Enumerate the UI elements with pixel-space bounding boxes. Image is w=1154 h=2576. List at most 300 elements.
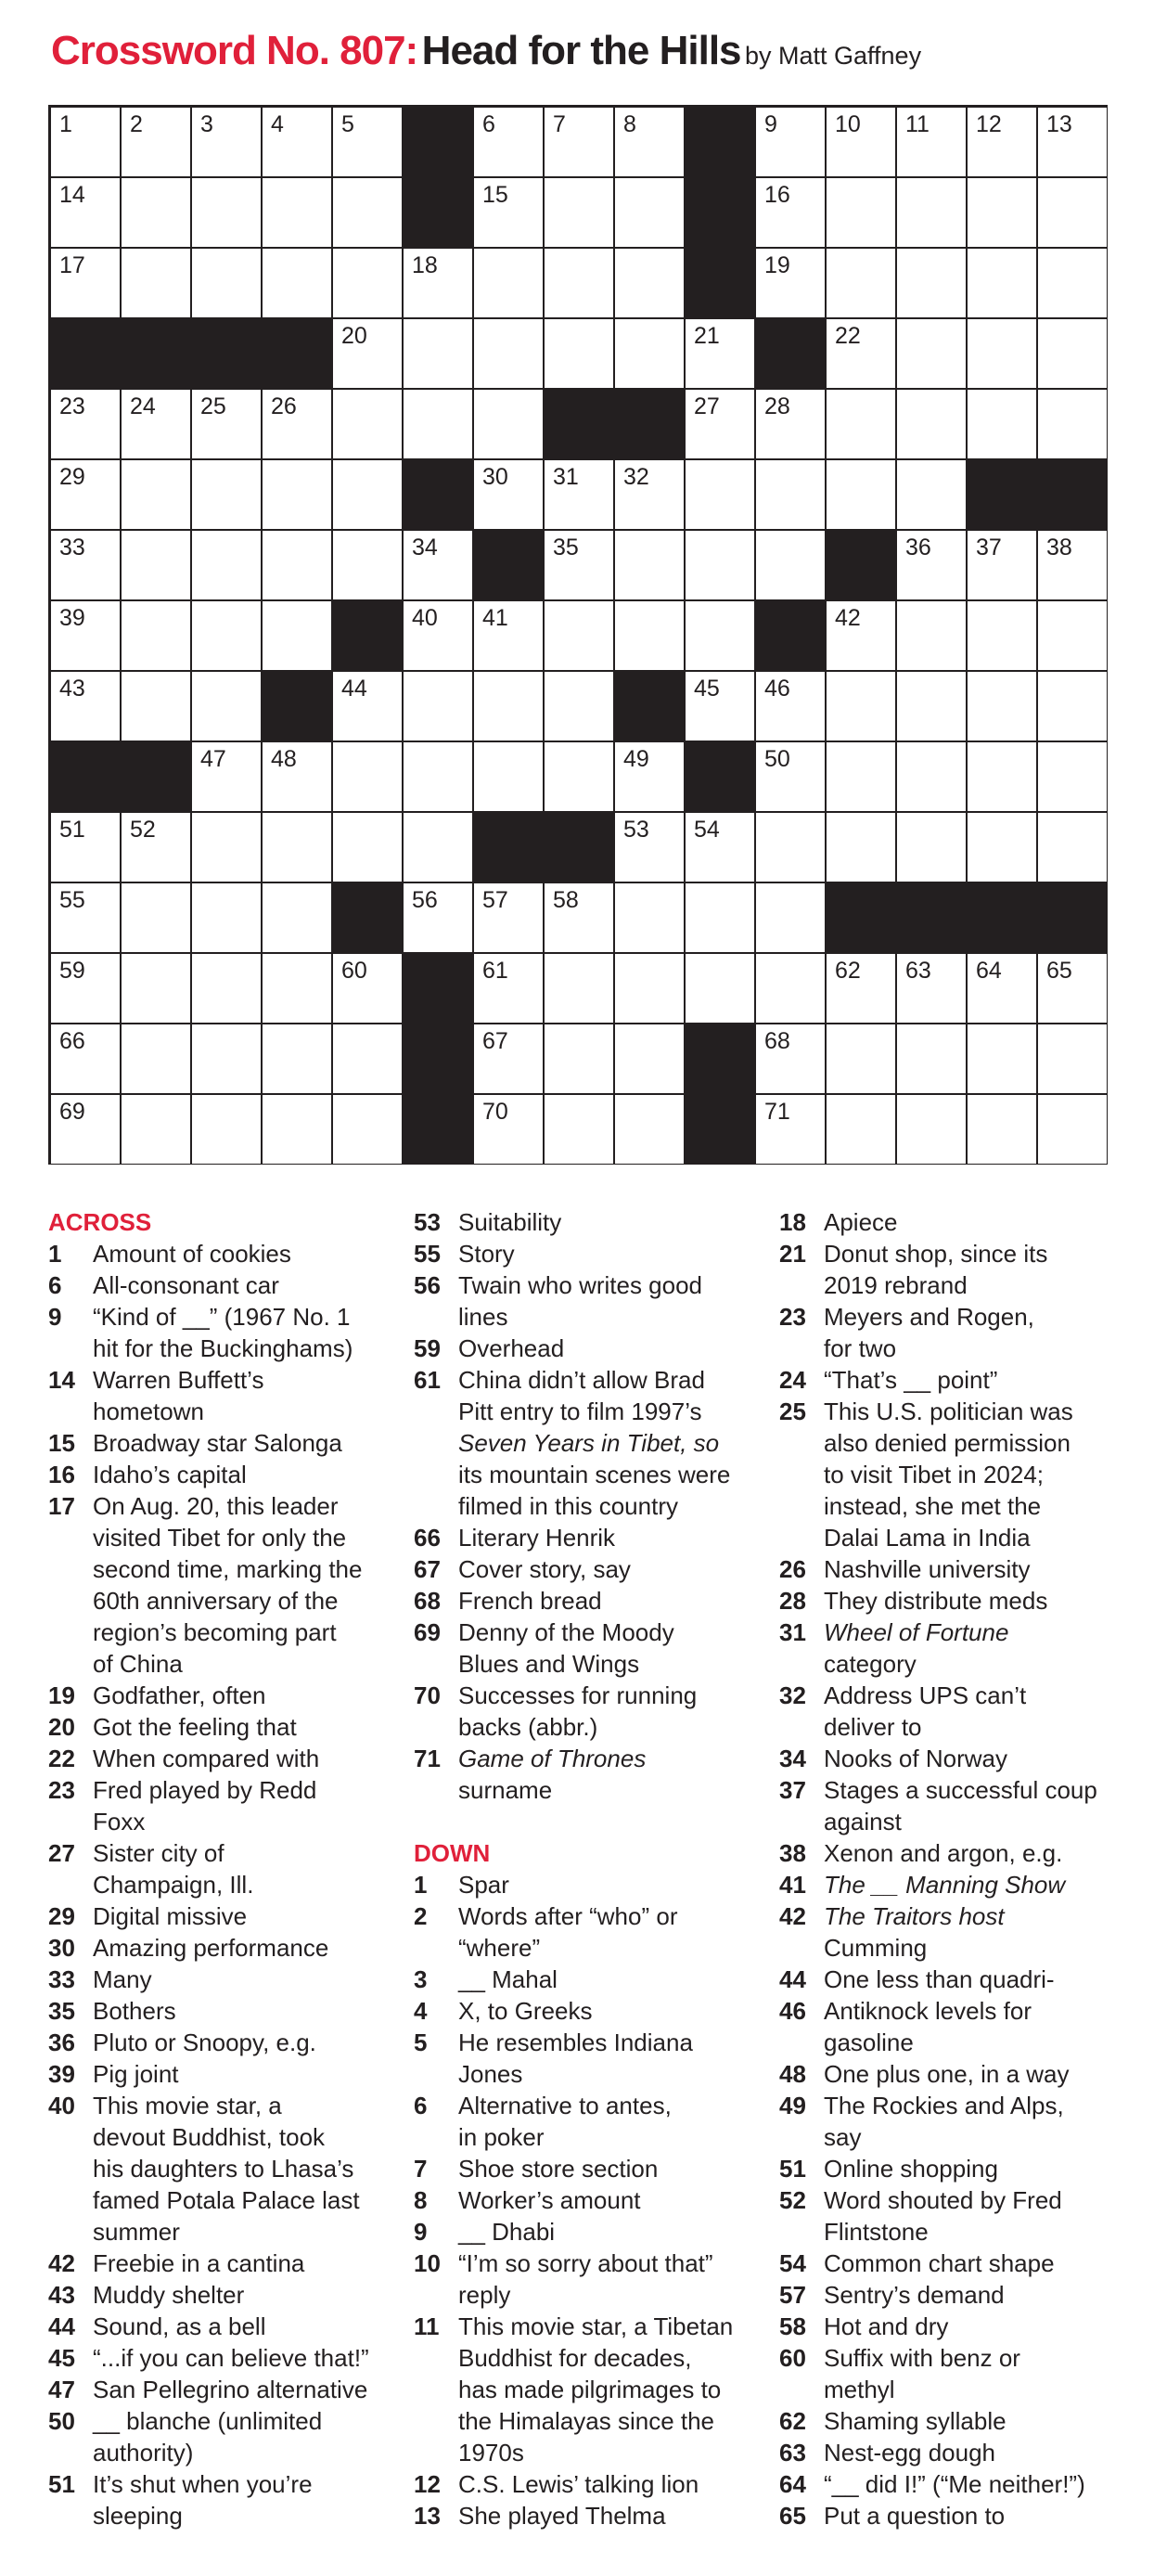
grid-square[interactable] xyxy=(968,249,1036,317)
grid-square[interactable] xyxy=(333,390,402,458)
grid-square[interactable] xyxy=(756,1095,825,1164)
clue-continuation xyxy=(779,2216,1122,2248)
clue-item xyxy=(779,2468,1122,2500)
clue-number xyxy=(414,2279,458,2311)
grid-square[interactable] xyxy=(968,1095,1036,1164)
clue-text: reply xyxy=(458,2281,511,2309)
grid-square[interactable] xyxy=(615,460,684,529)
grid-square[interactable] xyxy=(192,883,261,952)
grid-square[interactable] xyxy=(545,1095,613,1164)
grid-square[interactable] xyxy=(263,1024,331,1093)
grid-square[interactable] xyxy=(263,460,331,529)
grid-square[interactable] xyxy=(686,813,754,882)
clue-text: Suffix with benz or xyxy=(824,2344,1020,2372)
clue-continuation xyxy=(779,1648,1122,1680)
clue-number: 55 xyxy=(414,1240,441,1268)
grid-square[interactable] xyxy=(827,601,895,670)
grid-square[interactable] xyxy=(545,672,613,741)
square-number: 37 xyxy=(976,535,1002,560)
grid-square[interactable] xyxy=(1038,672,1107,741)
clue-item xyxy=(779,1206,1122,1238)
grid-square[interactable] xyxy=(122,813,190,882)
grid-square[interactable] xyxy=(474,108,543,176)
grid-square[interactable] xyxy=(615,1024,684,1093)
grid-square[interactable] xyxy=(51,1024,120,1093)
grid-square[interactable] xyxy=(968,178,1036,247)
clue-item xyxy=(779,2184,1122,2216)
square-number: 58 xyxy=(553,887,579,913)
grid-square[interactable] xyxy=(192,601,261,670)
clue-item xyxy=(414,2027,748,2058)
grid-square[interactable] xyxy=(51,601,120,670)
clue-text: Warren Buffett’s xyxy=(93,1366,264,1394)
clue-text: 60th anniversary of the xyxy=(93,1587,339,1615)
grid-square[interactable] xyxy=(686,531,754,599)
grid-square[interactable] xyxy=(474,954,543,1023)
grid-square[interactable] xyxy=(1038,531,1107,599)
clue-item xyxy=(48,1774,391,1806)
clue-item xyxy=(779,1869,1122,1900)
clue-continuation xyxy=(779,2027,1122,2058)
grid-square[interactable] xyxy=(122,883,190,952)
grid-square[interactable] xyxy=(968,742,1036,811)
grid-square[interactable] xyxy=(192,1095,261,1164)
grid-square[interactable] xyxy=(122,601,190,670)
clue-number: 43 xyxy=(48,2281,75,2309)
clue-continuation xyxy=(779,1269,1122,1301)
grid-square[interactable] xyxy=(615,1095,684,1164)
clue-text: He resembles Indiana xyxy=(458,2029,693,2056)
grid-square[interactable] xyxy=(897,249,966,317)
grid-square[interactable] xyxy=(686,319,754,388)
grid-square[interactable] xyxy=(968,108,1036,176)
clue-text: against xyxy=(824,1808,902,1835)
grid-square[interactable] xyxy=(545,742,613,811)
grid-square[interactable] xyxy=(263,1095,331,1164)
grid-square[interactable] xyxy=(686,883,754,952)
grid-square[interactable] xyxy=(545,883,613,952)
grid-square[interactable] xyxy=(827,1024,895,1093)
grid-square[interactable] xyxy=(897,742,966,811)
clue-text: region’s becoming part xyxy=(93,1618,337,1646)
clue-number: 2 xyxy=(414,1902,428,1930)
square-number: 64 xyxy=(976,958,1002,984)
grid-square[interactable] xyxy=(545,1024,613,1093)
grid-square[interactable] xyxy=(263,742,331,811)
grid-square[interactable] xyxy=(404,672,472,741)
grid-square[interactable] xyxy=(827,954,895,1023)
grid-square[interactable] xyxy=(474,883,543,952)
grid-square[interactable] xyxy=(51,178,120,247)
grid-square[interactable] xyxy=(827,178,895,247)
clue-item xyxy=(48,2058,391,2090)
clue-number xyxy=(48,2184,93,2216)
grid-square[interactable] xyxy=(404,742,472,811)
grid-square[interactable] xyxy=(1038,178,1107,247)
grid-square[interactable] xyxy=(897,1024,966,1093)
grid-square[interactable] xyxy=(51,813,120,882)
grid-square[interactable] xyxy=(756,249,825,317)
grid-square[interactable] xyxy=(756,813,825,882)
clue-text: The Rockies and Alps, xyxy=(824,2092,1064,2119)
grid-square[interactable] xyxy=(686,672,754,741)
grid-square[interactable] xyxy=(827,390,895,458)
grid-square[interactable] xyxy=(333,1024,402,1093)
grid-square[interactable] xyxy=(333,108,402,176)
grid-square[interactable] xyxy=(192,390,261,458)
square-number: 30 xyxy=(482,464,508,490)
grid-square[interactable] xyxy=(615,883,684,952)
clue-item xyxy=(414,1964,748,1995)
grid-square[interactable] xyxy=(333,954,402,1023)
grid-square[interactable] xyxy=(756,742,825,811)
clue-number xyxy=(779,1459,824,1490)
grid-square[interactable] xyxy=(968,390,1036,458)
grid-square[interactable] xyxy=(1038,249,1107,317)
grid-square[interactable] xyxy=(827,813,895,882)
grid-square[interactable] xyxy=(122,390,190,458)
grid-square[interactable] xyxy=(122,672,190,741)
clue-number xyxy=(48,1616,93,1648)
grid-square[interactable] xyxy=(897,601,966,670)
square-number: 70 xyxy=(482,1099,508,1125)
clue-text: gasoline xyxy=(824,2029,914,2056)
grid-square[interactable] xyxy=(827,460,895,529)
clue-text: his daughters to Lhasa’s xyxy=(93,2155,354,2183)
grid-square[interactable] xyxy=(545,601,613,670)
clue-number: 14 xyxy=(48,1366,75,1394)
grid-square[interactable] xyxy=(968,1024,1036,1093)
grid-square[interactable] xyxy=(756,531,825,599)
grid-square[interactable] xyxy=(545,460,613,529)
grid-square[interactable] xyxy=(897,178,966,247)
grid-square[interactable] xyxy=(192,249,261,317)
grid-square[interactable] xyxy=(122,531,190,599)
clue-continuation xyxy=(414,1459,748,1490)
clue-number: 18 xyxy=(779,1208,806,1236)
clue-item xyxy=(414,2090,748,2121)
square-number: 32 xyxy=(623,464,649,490)
grid-square[interactable] xyxy=(1038,390,1107,458)
grid-square[interactable] xyxy=(192,1024,261,1093)
grid-square[interactable] xyxy=(827,1095,895,1164)
clue-item xyxy=(779,1743,1122,1774)
clue-text: sleeping xyxy=(93,2502,183,2530)
grid-square[interactable] xyxy=(192,108,261,176)
grid-square[interactable] xyxy=(474,319,543,388)
grid-square[interactable] xyxy=(897,531,966,599)
clue-text: Amazing performance xyxy=(93,1934,329,1962)
clue-text: Idaho’s capital xyxy=(93,1461,247,1488)
grid-square[interactable] xyxy=(968,672,1036,741)
grid-square[interactable] xyxy=(474,742,543,811)
grid-square[interactable] xyxy=(545,249,613,317)
grid-square[interactable] xyxy=(122,1024,190,1093)
clue-item xyxy=(414,2311,748,2342)
grid-square[interactable] xyxy=(474,390,543,458)
clue-number xyxy=(779,1806,824,1837)
grid-square[interactable] xyxy=(333,460,402,529)
grid-square[interactable] xyxy=(192,178,261,247)
grid-square[interactable] xyxy=(827,319,895,388)
grid-square[interactable] xyxy=(51,531,120,599)
clue-number: 71 xyxy=(414,1745,441,1772)
square-number: 57 xyxy=(482,887,508,913)
black-square xyxy=(615,672,684,741)
clue-item xyxy=(48,2311,391,2342)
grid-square[interactable] xyxy=(404,601,472,670)
clue-number: 13 xyxy=(414,2502,441,2530)
grid-square[interactable] xyxy=(192,460,261,529)
clue-number: 61 xyxy=(414,1366,441,1394)
grid-square[interactable] xyxy=(615,319,684,388)
clue-number xyxy=(48,1806,93,1837)
clue-continuation xyxy=(414,1648,748,1680)
clue-number: 28 xyxy=(779,1587,806,1615)
clue-item xyxy=(414,1680,748,1711)
grid-square[interactable] xyxy=(545,319,613,388)
grid-square[interactable] xyxy=(897,390,966,458)
grid-square[interactable] xyxy=(122,460,190,529)
grid-square[interactable] xyxy=(897,319,966,388)
grid-square[interactable] xyxy=(404,249,472,317)
grid-square[interactable] xyxy=(968,531,1036,599)
clue-continuation xyxy=(779,2374,1122,2405)
grid-square[interactable] xyxy=(827,742,895,811)
square-number: 35 xyxy=(553,535,579,560)
grid-square[interactable] xyxy=(51,249,120,317)
clue-number xyxy=(414,2437,458,2468)
grid-square[interactable] xyxy=(1038,742,1107,811)
grid-square[interactable] xyxy=(897,954,966,1023)
grid-square[interactable] xyxy=(615,954,684,1023)
clue-item xyxy=(48,1900,391,1932)
grid-square[interactable] xyxy=(333,813,402,882)
clue-continuation xyxy=(48,2437,391,2468)
grid-square[interactable] xyxy=(263,249,331,317)
grid-square[interactable] xyxy=(51,672,120,741)
clue-text: hometown xyxy=(93,1397,204,1425)
clue-item xyxy=(48,2374,391,2405)
grid-square[interactable] xyxy=(615,813,684,882)
square-number: 49 xyxy=(623,746,649,772)
grid-square[interactable] xyxy=(192,531,261,599)
grid-square[interactable] xyxy=(122,249,190,317)
square-number: 22 xyxy=(835,323,861,349)
grid-square[interactable] xyxy=(122,954,190,1023)
clue-continuation xyxy=(48,1333,391,1364)
grid-square[interactable] xyxy=(51,108,120,176)
grid-square[interactable] xyxy=(897,672,966,741)
grid-square[interactable] xyxy=(615,249,684,317)
grid-square[interactable] xyxy=(968,319,1036,388)
grid-square[interactable] xyxy=(51,883,120,952)
grid-square[interactable] xyxy=(192,672,261,741)
grid-square[interactable] xyxy=(474,460,543,529)
grid-square[interactable] xyxy=(263,108,331,176)
clue-text: Apiece xyxy=(824,1208,898,1236)
grid-square[interactable] xyxy=(615,742,684,811)
grid-square[interactable] xyxy=(51,1095,120,1164)
grid-square[interactable] xyxy=(474,1095,543,1164)
clue-item xyxy=(414,2153,748,2184)
grid-square[interactable] xyxy=(897,108,966,176)
clue-text: Stages a successful coup xyxy=(824,1776,1097,1804)
clue-number xyxy=(779,1522,824,1553)
square-number: 53 xyxy=(623,817,649,843)
square-number: 43 xyxy=(59,676,85,702)
clue-item xyxy=(414,1333,748,1364)
grid-square[interactable] xyxy=(1038,601,1107,670)
clue-number xyxy=(779,2027,824,2058)
grid-square[interactable] xyxy=(122,178,190,247)
grid-square[interactable] xyxy=(263,601,331,670)
grid-square[interactable] xyxy=(545,178,613,247)
grid-square[interactable] xyxy=(333,672,402,741)
grid-square[interactable] xyxy=(404,531,472,599)
clue-text: This movie star, a Tibetan xyxy=(458,2312,734,2340)
clue-text: say xyxy=(824,2123,862,2151)
grid-square[interactable] xyxy=(192,813,261,882)
black-square xyxy=(404,108,472,176)
grid-square[interactable] xyxy=(545,108,613,176)
grid-square[interactable] xyxy=(756,178,825,247)
grid-square[interactable] xyxy=(263,813,331,882)
grid-square[interactable] xyxy=(474,178,543,247)
clue-item xyxy=(48,2090,391,2121)
clue-text: __ Mahal xyxy=(458,1965,558,1993)
grid-square[interactable] xyxy=(897,460,966,529)
grid-square[interactable] xyxy=(51,390,120,458)
grid-square[interactable] xyxy=(756,883,825,952)
clue-number xyxy=(414,2058,458,2090)
grid-square[interactable] xyxy=(404,813,472,882)
black-square xyxy=(897,883,966,952)
grid-square[interactable] xyxy=(545,954,613,1023)
grid-square[interactable] xyxy=(897,813,966,882)
grid-square[interactable] xyxy=(333,178,402,247)
clue-number xyxy=(48,1333,93,1364)
clue-text: of China xyxy=(93,1650,183,1678)
grid-square[interactable] xyxy=(756,672,825,741)
grid-square[interactable] xyxy=(404,390,472,458)
puzzle-byline: by Matt Gaffney xyxy=(744,42,922,70)
clue-item xyxy=(779,2342,1122,2374)
grid-square[interactable] xyxy=(404,319,472,388)
grid-square[interactable] xyxy=(263,390,331,458)
grid-square[interactable] xyxy=(333,531,402,599)
grid-square[interactable] xyxy=(192,954,261,1023)
black-square xyxy=(192,319,261,388)
grid-square[interactable] xyxy=(474,672,543,741)
grid-square[interactable] xyxy=(263,883,331,952)
clue-item xyxy=(48,2468,391,2500)
grid-square[interactable] xyxy=(1038,108,1107,176)
clue-text: Alternative to antes, xyxy=(458,2092,672,2119)
puzzle-number: Crossword No. 807: xyxy=(51,28,418,73)
clue-number: 51 xyxy=(48,2470,75,2498)
clue-item xyxy=(48,1364,391,1396)
clue-number: 9 xyxy=(414,2218,428,2246)
clue-item xyxy=(414,1269,748,1301)
grid-square[interactable] xyxy=(51,954,120,1023)
grid-square[interactable] xyxy=(51,460,120,529)
grid-square[interactable] xyxy=(1038,1095,1107,1164)
clue-text: instead, she met the xyxy=(824,1492,1042,1520)
grid-square[interactable] xyxy=(263,178,331,247)
grid-square[interactable] xyxy=(333,742,402,811)
grid-square[interactable] xyxy=(686,460,754,529)
grid-square[interactable] xyxy=(474,1024,543,1093)
black-square xyxy=(404,1024,472,1093)
grid-square[interactable] xyxy=(263,954,331,1023)
grid-square[interactable] xyxy=(122,1095,190,1164)
black-square xyxy=(545,390,613,458)
grid-square[interactable] xyxy=(615,108,684,176)
grid-square[interactable] xyxy=(192,742,261,811)
black-square xyxy=(122,742,190,811)
clue-item xyxy=(48,1490,391,1522)
grid-square[interactable] xyxy=(333,1095,402,1164)
grid-square[interactable] xyxy=(474,601,543,670)
grid-square[interactable] xyxy=(615,531,684,599)
grid-square[interactable] xyxy=(686,954,754,1023)
square-number: 24 xyxy=(130,393,156,419)
grid-square[interactable] xyxy=(968,813,1036,882)
clue-item xyxy=(414,1522,748,1553)
grid-square[interactable] xyxy=(1038,319,1107,388)
grid-square[interactable] xyxy=(897,1095,966,1164)
clue-continuation xyxy=(779,1427,1122,1459)
grid-square[interactable] xyxy=(756,390,825,458)
grid-square[interactable] xyxy=(474,249,543,317)
grid-square[interactable] xyxy=(968,601,1036,670)
grid-square[interactable] xyxy=(615,178,684,247)
clue-continuation xyxy=(414,2058,748,2090)
clue-continuation xyxy=(48,2121,391,2153)
clue-text: __ blanche (unlimited xyxy=(93,2407,323,2435)
grid-square[interactable] xyxy=(1038,1024,1107,1093)
clue-number xyxy=(48,2121,93,2153)
grid-square[interactable] xyxy=(968,954,1036,1023)
clue-number xyxy=(48,1553,93,1585)
grid-square[interactable] xyxy=(404,883,472,952)
clue-text: One plus one, in a way xyxy=(824,2060,1070,2088)
grid-square[interactable] xyxy=(827,672,895,741)
grid-square[interactable] xyxy=(122,108,190,176)
grid-square[interactable] xyxy=(263,531,331,599)
grid-square[interactable] xyxy=(686,601,754,670)
grid-square[interactable] xyxy=(686,390,754,458)
grid-square[interactable] xyxy=(756,1024,825,1093)
clue-text: Blues and Wings xyxy=(458,1650,640,1678)
clue-text: 2019 rebrand xyxy=(824,1271,968,1299)
grid-square[interactable] xyxy=(545,531,613,599)
grid-square[interactable] xyxy=(333,319,402,388)
grid-square[interactable] xyxy=(1038,954,1107,1023)
clue-text: Hot and dry xyxy=(824,2312,949,2340)
grid-square[interactable] xyxy=(827,249,895,317)
grid-square[interactable] xyxy=(615,601,684,670)
clue-text: Muddy shelter xyxy=(93,2281,245,2309)
grid-square[interactable] xyxy=(1038,813,1107,882)
clue-continuation xyxy=(48,1522,391,1553)
grid-square[interactable] xyxy=(756,954,825,1023)
grid-square[interactable] xyxy=(333,249,402,317)
grid-square[interactable] xyxy=(756,460,825,529)
grid-square[interactable] xyxy=(756,108,825,176)
grid-square[interactable] xyxy=(827,108,895,176)
